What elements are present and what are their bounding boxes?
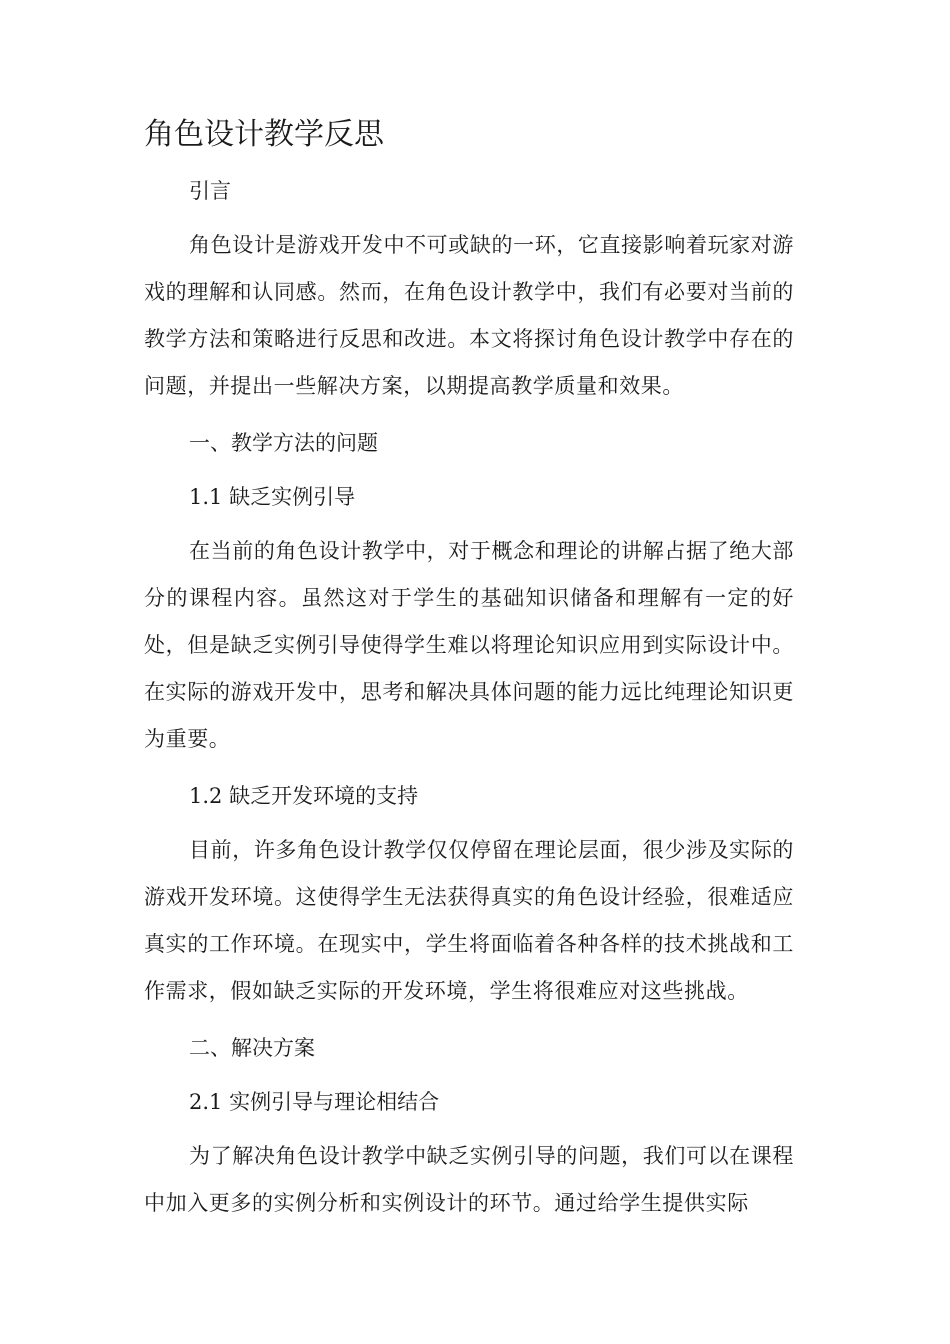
document-title: 角色设计教学反思 — [144, 117, 384, 152]
section-1-2-paragraph: 目前，许多角色设计教学仅仅停留在理论层面，很少涉及实际的游戏开发环境。这使得学生无法获得真实的角色设计经验，很难适应真实的工作环境。在现实中，学生将面临着各种各样的技术挑战和工作需求，假如缺乏实际的开发环境，学生将很难应对这些挑战。 — [144, 838, 794, 1003]
intro-paragraph: 角色设计是游戏开发中不可或缺的一环，它直接影响着玩家对游戏的理解和认同感。然而，在角色设计教学中，我们有必要对当前的教学方法和策略进行反思和改进。本文将探讨角色设计教学中存在的问题，并提出一些解决方案，以期提高教学质量和效果。 — [144, 233, 794, 398]
part1-heading: 一、教学方法的问题 — [189, 431, 378, 455]
intro-heading: 引言 — [189, 179, 231, 203]
section-1-1-heading: 1.1 缺乏实例引导 — [189, 485, 356, 509]
section-1-2-heading: 1.2 缺乏开发环境的支持 — [189, 784, 419, 808]
document-body — [144, 168, 794, 1237]
section-2-1-paragraph: 为了解决角色设计教学中缺乏实例引导的问题，我们可以在课程中加入更多的实例分析和实例设计的环节。通过给学生提供实际 — [144, 1144, 794, 1215]
part2-heading: 二、解决方案 — [189, 1036, 315, 1060]
section-1-1-paragraph: 在当前的角色设计教学中，对于概念和理论的讲解占据了绝大部分的课程内容。虽然这对于学生的基础知识储备和理解有一定的好处，但是缺乏实例引导使得学生难以将理论知识应用到实际设计中。在实际的游戏开发中，思考和解决具体问题的能力远比纯理论知识更为重要。 — [144, 539, 794, 751]
section-2-1-heading: 2.1 实例引导与理论相结合 — [189, 1090, 440, 1114]
